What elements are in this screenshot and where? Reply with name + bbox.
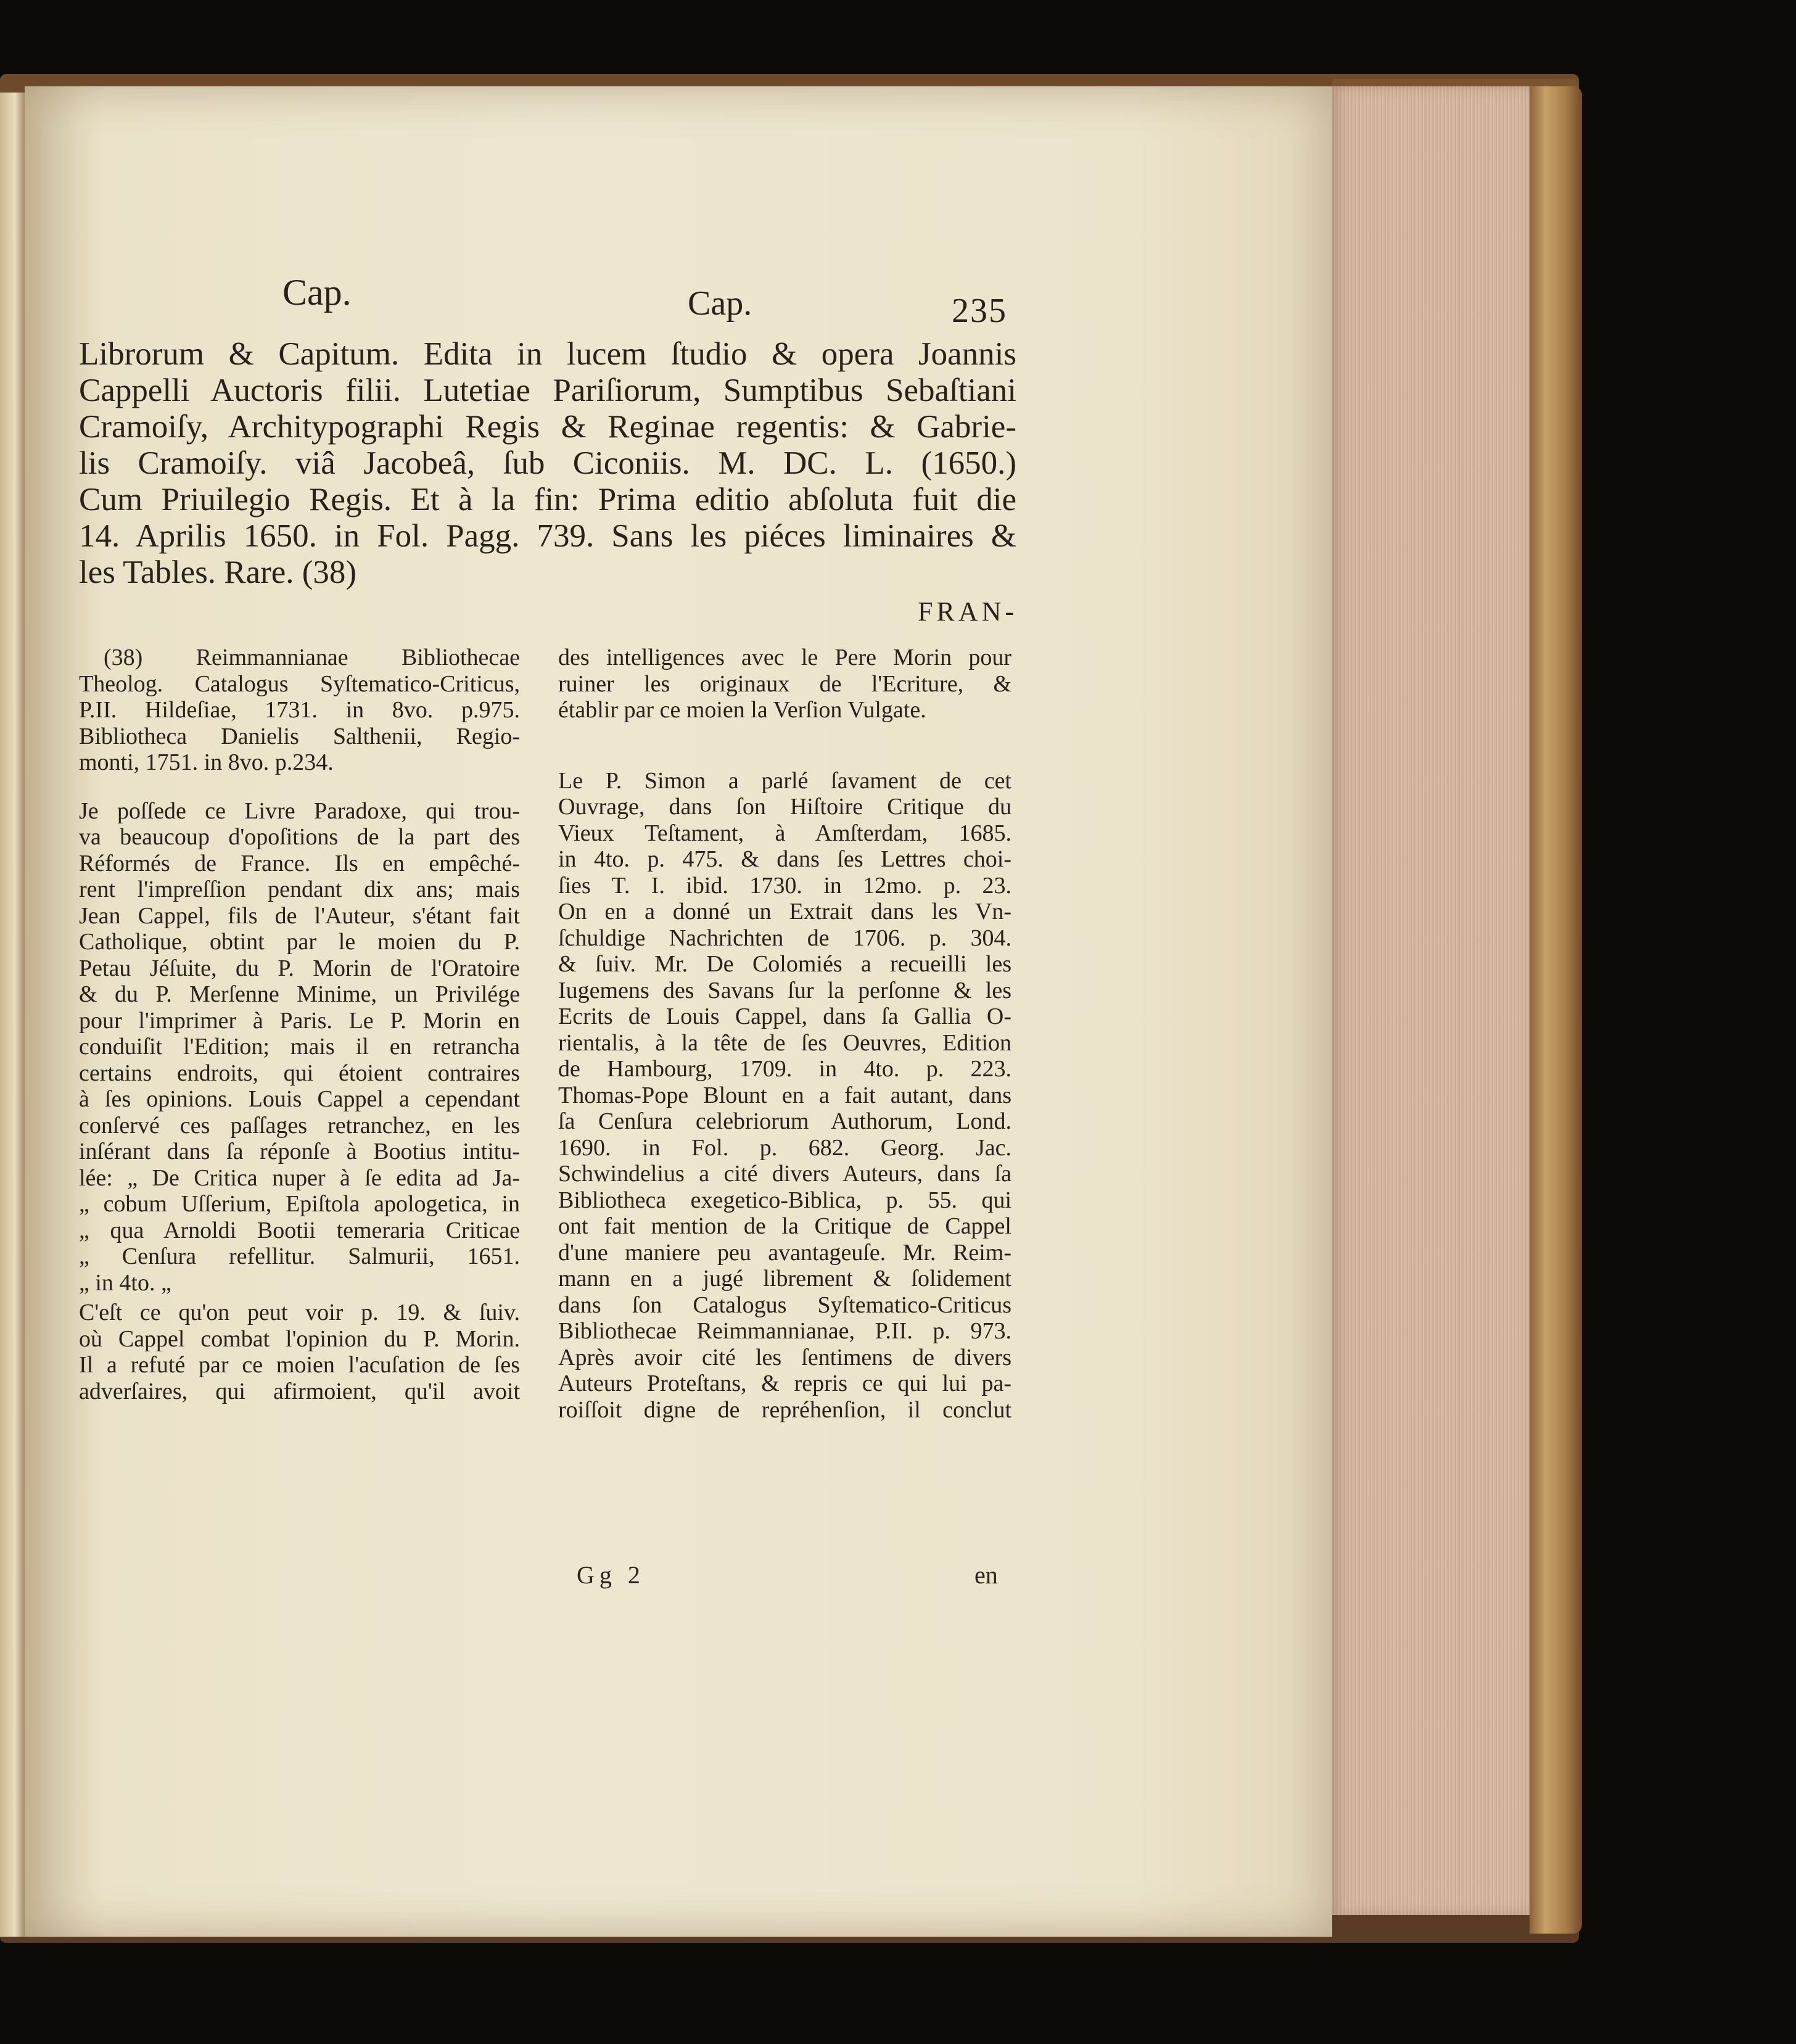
text-line: Bibliothecae Reimmannianae, P.II. p. 973. [558, 1318, 1011, 1344]
text-line: Thomas-Pope Blount en a fait autant, dans [558, 1082, 1011, 1108]
left-column [79, 645, 520, 1404]
entry-line: Librorum & Capitum. Edita in lucem ſtudio & opera Joannis [79, 336, 1016, 372]
bibliographic-entry [79, 336, 1016, 591]
text-line: Catholique, obtint par le moien du P. [79, 929, 520, 955]
catchword-top: FRAN- [918, 596, 1018, 627]
entry-line: 14. Aprilis 1650. in Fol. Pagg. 739. Sans les piéces liminaires & [79, 518, 1016, 554]
text-line: ſies T. I. ibid. 1730. in 12mo. p. 23. [558, 872, 1011, 899]
text-line: d'une maniere peu avantageuſe. Mr. Reim- [558, 1239, 1011, 1266]
text-line: des intelligences avec le Pere Morin pour [558, 645, 1011, 670]
text-line: va beaucoup d'opoſitions de la part des [79, 824, 520, 850]
text-line: rientalis, à la tête de ſes Oeuvres, Edition [558, 1029, 1011, 1056]
paragraph [558, 768, 1011, 1424]
page-fore-edge [1332, 86, 1530, 1915]
text-line: Il a refuté par ce moien l'acuſation de ſes [79, 1352, 520, 1378]
entry-line: lis Cramoiſy. viâ Jacobeâ, ſub Ciconiis. M. DC. L. (1650.) [79, 445, 1016, 481]
text-line: Bibliotheca exegetico-Biblica, p. 55. qui [558, 1187, 1011, 1213]
text-line: rent l'impreſſion pendant dix ans; mais [79, 876, 520, 902]
text-line: conſervé ces paſſages retranchez, en les [79, 1112, 520, 1139]
text-line: établir par ce moien la Verſion Vulgate. [558, 697, 926, 723]
text-line: ſchuldige Nachrichten de 1706. p. 304. [558, 925, 1011, 951]
paragraph [558, 645, 1011, 723]
text-line: Réformés de France. Ils en empêché- [79, 850, 520, 876]
text-line: certains endroits, qui étoient contraires [79, 1060, 520, 1086]
text-line: Schwindelius a cité divers Auteurs, dans ſa [558, 1161, 1011, 1187]
text-line: Ouvrage, dans ſon Hiſtoire Critique du [558, 794, 1011, 820]
footnote-line: Theolog. Catalogus Syſtematico-Criticus, [79, 670, 520, 697]
text-line: mann en a jugé librement & ſolidement [558, 1266, 1011, 1292]
text-line: à ſes opinions. Louis Cappel a cependant [79, 1086, 520, 1112]
text-line: ont fait mention de la Critique de Cappel [558, 1213, 1011, 1239]
text-line: C'eſt ce qu'on peut voir p. 19. & ſuiv. [79, 1300, 520, 1325]
text-line: conduiſit l'Edition; mais il en retrancha [79, 1034, 520, 1060]
right-column [558, 645, 1011, 1423]
text-line: Vieux Teſtament, à Amſterdam, 1685. [558, 820, 1011, 846]
text-line: Iugemens des Savans ſur la perſonne & les [558, 977, 1011, 1003]
text-line: & du P. Merſenne Minime, un Privilége [79, 981, 520, 1007]
entry-line: Cappelli Auctoris filii. Lutetiae Pariſiorum, Sumptibus Sebaſtiani [79, 373, 1016, 408]
footnote [79, 645, 520, 776]
page-number: 235 [952, 292, 1007, 330]
entry-line: les Tables. Rare. (38) [79, 554, 357, 590]
text-line: in 4to. p. 475. & dans ſes Lettres choi- [558, 846, 1011, 872]
text-line: inſérant dans ſa réponſe à Bootius intitu- [79, 1139, 520, 1164]
running-head-middle: Cap. [688, 284, 752, 323]
footnote-line: (38) Reimmannianae Bibliothecae [104, 645, 520, 670]
text-line: de Hambourg, 1709. in 4to. p. 223. [558, 1056, 1011, 1082]
catchword-bottom: en [974, 1561, 998, 1589]
text-line: ſa Cenſura celebriorum Authorum, Lond. [558, 1108, 1011, 1134]
entry-line: Cum Priuilegio Regis. Et à la fin: Prima editio abſoluta fuit die [79, 482, 1016, 517]
text-line: On en a donné un Extrait dans les Vn- [558, 899, 1011, 925]
text-line: „ in 4to. „ [79, 1269, 171, 1296]
cover-edge [1530, 86, 1582, 1934]
text-line: pour l'imprimer à Paris. Le P. Morin en [79, 1007, 520, 1034]
text-line: Jean Cappel, fils de l'Auteur, s'étant fait [79, 902, 520, 929]
text-line: Le P. Simon a parlé ſavament de cet [558, 767, 1011, 794]
text-line: „ qua Arnoldi Bootii temeraria Criticae [79, 1217, 520, 1243]
text-line: 1690. in Fol. p. 682. Georg. Jac. [558, 1134, 1011, 1161]
footnote-line: P.II. Hildeſiae, 1731. in 8vo. p.975. [79, 697, 520, 723]
text-line: dans ſon Catalogus Syſtematico-Criticus [558, 1292, 1011, 1318]
text-line: lée: „ De Critica nuper à ſe edita ad Ja- [79, 1164, 520, 1191]
text-line: Auteurs Proteſtans, & repris ce qui lui pa- [558, 1370, 1011, 1396]
text-line: roiſſoit digne de repréhenſion, il conclut [558, 1396, 1011, 1423]
text-line: Après avoir cité les ſentimens de divers [558, 1344, 1011, 1370]
running-head [0, 271, 1796, 330]
entry-line: Cramoiſy, Architypographi Regis & Reginae regentis: & Gabrie- [79, 409, 1016, 445]
text-line: „ Cenſura refellitur. Salmurii, 1651. [79, 1243, 520, 1269]
facing-page-edge [0, 93, 25, 1937]
text-line: ruiner les originaux de l'Ecriture, & [558, 670, 1011, 697]
text-line: Petau Jéſuite, du P. Morin de l'Oratoire [79, 955, 520, 981]
text-line: Je poſſede ce Livre Paradoxe, qui trou- [79, 797, 520, 824]
text-line: & ſuiv. Mr. De Colomiés a recueilli les [558, 951, 1011, 977]
text-line: Ecrits de Louis Cappel, dans ſa Gallia O- [558, 1003, 1011, 1029]
paragraph [79, 1300, 520, 1404]
running-head-left: Cap. [282, 272, 352, 313]
text-line: adverſaires, qui afirmoient, qu'il avoit [79, 1378, 520, 1404]
paragraph [79, 798, 520, 1296]
text-line: „ cobum Uſſerium, Epiſtola apologetica, in [79, 1191, 520, 1217]
footnote-line: monti, 1751. in 8vo. p.234. [79, 749, 334, 775]
text-line: où Cappel combat l'opinion du P. Morin. [79, 1325, 520, 1352]
signature-mark: Gg 2 [577, 1561, 645, 1589]
footnote-line: Bibliotheca Danielis Salthenii, Regio- [79, 723, 520, 749]
